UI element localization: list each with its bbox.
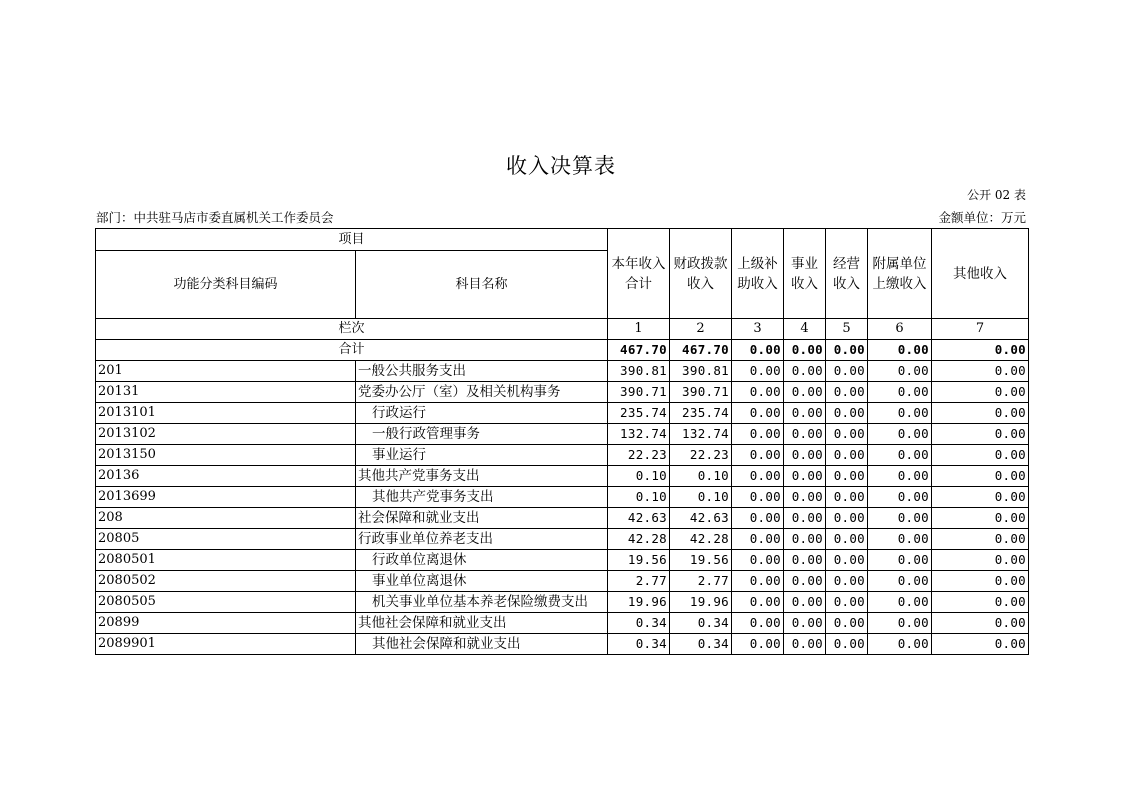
row-code: 2089901 — [96, 634, 356, 655]
total-value: 0.00 — [784, 340, 826, 361]
header-col4: 事业 收入 — [784, 229, 826, 319]
row-value: 0.00 — [826, 634, 868, 655]
row-subject-name: 其他共产党事务支出 — [356, 466, 608, 487]
row-value: 0.00 — [732, 613, 784, 634]
total-label: 合计 — [96, 340, 608, 361]
row-value: 42.63 — [670, 508, 732, 529]
header-col7: 其他收入 — [932, 229, 1029, 319]
col-number: 4 — [784, 319, 826, 340]
row-value: 0.00 — [784, 634, 826, 655]
row-value: 0.10 — [608, 466, 670, 487]
row-value: 390.81 — [608, 361, 670, 382]
row-value: 0.10 — [608, 487, 670, 508]
row-value: 0.00 — [784, 508, 826, 529]
table-row — [96, 382, 1029, 403]
row-value: 390.71 — [608, 382, 670, 403]
row-value: 390.81 — [670, 361, 732, 382]
row-code: 2013101 — [96, 403, 356, 424]
row-value: 0.00 — [826, 592, 868, 613]
row-value: 0.00 — [932, 466, 1029, 487]
row-value: 0.00 — [868, 508, 932, 529]
row-value: 0.00 — [868, 550, 932, 571]
row-value: 0.10 — [670, 466, 732, 487]
row-value: 0.00 — [868, 466, 932, 487]
row-value: 0.00 — [932, 361, 1029, 382]
total-row — [96, 340, 1029, 361]
row-value: 0.00 — [784, 424, 826, 445]
table-row — [96, 361, 1029, 382]
row-value: 0.00 — [932, 613, 1029, 634]
total-value: 0.00 — [732, 340, 784, 361]
row-code: 20131 — [96, 382, 356, 403]
header-col2: 财政拨款 收入 — [670, 229, 732, 319]
row-value: 0.00 — [732, 592, 784, 613]
table-row — [96, 508, 1029, 529]
row-code: 201 — [96, 361, 356, 382]
lanci-label: 栏次 — [96, 319, 608, 340]
table-row — [96, 634, 1029, 655]
table-row — [96, 613, 1029, 634]
row-value: 42.28 — [608, 529, 670, 550]
row-value: 0.00 — [868, 424, 932, 445]
row-subject-name: 行政单位离退休 — [356, 550, 608, 571]
row-value: 0.00 — [784, 592, 826, 613]
row-code: 20805 — [96, 529, 356, 550]
row-value: 0.00 — [826, 508, 868, 529]
row-value: 0.00 — [868, 592, 932, 613]
header-func-code: 功能分类科目编码 — [96, 251, 356, 319]
row-value: 0.00 — [784, 361, 826, 382]
table-row — [96, 424, 1029, 445]
row-value: 0.00 — [732, 571, 784, 592]
row-value: 0.00 — [732, 403, 784, 424]
row-code: 208 — [96, 508, 356, 529]
header-col1: 本年收入 合计 — [608, 229, 670, 319]
row-value: 0.00 — [826, 361, 868, 382]
table-row — [96, 466, 1029, 487]
row-subject-name: 行政事业单位养老支出 — [356, 529, 608, 550]
row-value: 0.00 — [732, 550, 784, 571]
department-label: 部门：中共驻马店市委直属机关工作委员会 — [96, 210, 334, 225]
row-value: 0.00 — [732, 487, 784, 508]
row-value: 0.00 — [826, 403, 868, 424]
row-value: 0.00 — [932, 487, 1029, 508]
total-value: 0.00 — [932, 340, 1029, 361]
income-table — [95, 228, 1029, 655]
row-value: 235.74 — [670, 403, 732, 424]
row-value: 0.00 — [784, 466, 826, 487]
row-value: 0.00 — [826, 613, 868, 634]
row-value: 0.00 — [932, 529, 1029, 550]
row-value: 0.00 — [826, 529, 868, 550]
row-subject-name: 其他共产党事务支出 — [356, 487, 608, 508]
row-value: 0.00 — [932, 571, 1029, 592]
row-value: 0.00 — [784, 382, 826, 403]
row-value: 0.00 — [932, 445, 1029, 466]
row-value: 0.34 — [608, 613, 670, 634]
row-value: 0.00 — [932, 550, 1029, 571]
row-value: 0.00 — [784, 403, 826, 424]
row-value: 0.00 — [868, 403, 932, 424]
table-row — [96, 571, 1029, 592]
row-value: 0.00 — [732, 466, 784, 487]
table-row — [96, 403, 1029, 424]
row-value: 0.00 — [784, 550, 826, 571]
row-value: 0.00 — [826, 487, 868, 508]
row-value: 0.34 — [608, 634, 670, 655]
row-code: 2080501 — [96, 550, 356, 571]
table-row — [96, 550, 1029, 571]
table-row — [96, 487, 1029, 508]
row-subject-name: 其他社会保障和就业支出 — [356, 634, 608, 655]
total-value: 0.00 — [826, 340, 868, 361]
row-subject-name: 机关事业单位基本养老保险缴费支出 — [356, 592, 608, 613]
row-value: 0.00 — [868, 487, 932, 508]
row-value: 0.00 — [932, 424, 1029, 445]
table-row — [96, 529, 1029, 550]
col-number: 1 — [608, 319, 670, 340]
col-number: 6 — [868, 319, 932, 340]
row-subject-name: 社会保障和就业支出 — [356, 508, 608, 529]
row-value: 22.23 — [670, 445, 732, 466]
row-value: 0.00 — [868, 529, 932, 550]
row-value: 0.00 — [826, 445, 868, 466]
row-value: 0.00 — [784, 613, 826, 634]
row-code: 2080502 — [96, 571, 356, 592]
row-value: 0.00 — [784, 529, 826, 550]
row-value: 0.00 — [932, 382, 1029, 403]
row-value: 0.00 — [868, 382, 932, 403]
row-value: 0.00 — [784, 445, 826, 466]
col-number: 7 — [932, 319, 1029, 340]
row-value: 0.00 — [732, 361, 784, 382]
header-col3: 上级补 助收入 — [732, 229, 784, 319]
header-col6: 附属单位 上缴收入 — [868, 229, 932, 319]
row-value: 0.00 — [826, 466, 868, 487]
row-subject-name: 其他社会保障和就业支出 — [356, 613, 608, 634]
row-value: 2.77 — [608, 571, 670, 592]
row-value: 42.28 — [670, 529, 732, 550]
row-code: 2013150 — [96, 445, 356, 466]
row-value: 0.00 — [868, 571, 932, 592]
unit-label: 金额单位：万元 — [938, 210, 1026, 225]
row-value: 19.56 — [670, 550, 732, 571]
row-value: 132.74 — [608, 424, 670, 445]
row-code: 20136 — [96, 466, 356, 487]
table-row — [96, 592, 1029, 613]
row-value: 19.96 — [670, 592, 732, 613]
row-value: 0.34 — [670, 613, 732, 634]
row-value: 0.00 — [868, 613, 932, 634]
row-value: 0.00 — [868, 634, 932, 655]
row-value: 0.00 — [868, 361, 932, 382]
row-subject-name: 事业运行 — [356, 445, 608, 466]
row-code: 20899 — [96, 613, 356, 634]
row-value: 0.00 — [826, 382, 868, 403]
row-value: 19.96 — [608, 592, 670, 613]
row-subject-name: 党委办公厅（室）及相关机构事务 — [356, 382, 608, 403]
row-subject-name: 一般公共服务支出 — [356, 361, 608, 382]
row-subject-name: 一般行政管理事务 — [356, 424, 608, 445]
header-col5: 经营 收入 — [826, 229, 868, 319]
row-value: 0.00 — [826, 424, 868, 445]
row-value: 0.10 — [670, 487, 732, 508]
header-subject-name: 科目名称 — [356, 251, 608, 319]
total-value: 0.00 — [868, 340, 932, 361]
row-value: 0.00 — [732, 445, 784, 466]
row-subject-name: 行政运行 — [356, 403, 608, 424]
col-number: 5 — [826, 319, 868, 340]
row-value: 0.00 — [932, 634, 1029, 655]
row-value: 0.00 — [784, 571, 826, 592]
row-value: 0.00 — [932, 592, 1029, 613]
row-value: 390.71 — [670, 382, 732, 403]
row-value: 0.00 — [826, 571, 868, 592]
table-row — [96, 445, 1029, 466]
row-value: 42.63 — [608, 508, 670, 529]
row-value: 0.00 — [826, 550, 868, 571]
row-value: 2.77 — [670, 571, 732, 592]
row-code: 2013102 — [96, 424, 356, 445]
row-value: 0.00 — [732, 424, 784, 445]
row-value: 132.74 — [670, 424, 732, 445]
col-number: 3 — [732, 319, 784, 340]
row-value: 0.34 — [670, 634, 732, 655]
row-code: 2080505 — [96, 592, 356, 613]
row-value: 19.56 — [608, 550, 670, 571]
row-value: 0.00 — [932, 403, 1029, 424]
row-value: 22.23 — [608, 445, 670, 466]
page-title: 收入决算表 — [506, 154, 616, 178]
row-subject-name: 事业单位离退休 — [356, 571, 608, 592]
header-project: 项目 — [96, 229, 608, 251]
row-value: 235.74 — [608, 403, 670, 424]
row-value: 0.00 — [784, 487, 826, 508]
row-value: 0.00 — [868, 445, 932, 466]
row-value: 0.00 — [732, 529, 784, 550]
row-value: 0.00 — [732, 508, 784, 529]
row-value: 0.00 — [932, 508, 1029, 529]
total-value: 467.70 — [670, 340, 732, 361]
row-value: 0.00 — [732, 634, 784, 655]
total-value: 467.70 — [608, 340, 670, 361]
row-value: 0.00 — [732, 382, 784, 403]
col-number: 2 — [670, 319, 732, 340]
table-code: 公开 02 表 — [967, 188, 1026, 202]
row-code: 2013699 — [96, 487, 356, 508]
